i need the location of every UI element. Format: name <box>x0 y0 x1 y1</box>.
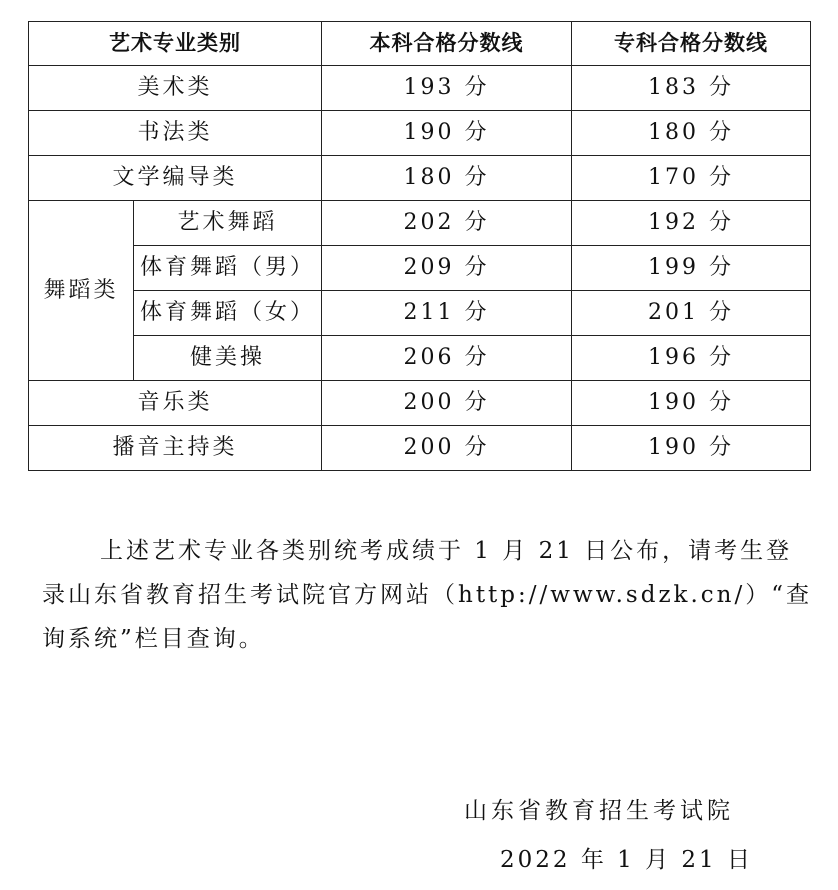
table-row <box>29 111 811 156</box>
subcategory-cell: 健美操 <box>134 336 322 381</box>
college-score-cell: 192 分 <box>572 201 811 246</box>
table-row <box>29 381 811 426</box>
undergrad-score-cell: 206 分 <box>322 336 572 381</box>
category-cell: 音乐类 <box>29 381 322 426</box>
category-cell: 书法类 <box>29 111 322 156</box>
undergrad-score-cell: 211 分 <box>322 291 572 336</box>
undergrad-score-cell: 200 分 <box>322 426 572 471</box>
category-cell: 播音主持类 <box>29 426 322 471</box>
subcategory-cell: 艺术舞蹈 <box>134 201 322 246</box>
header-undergrad-score: 本科合格分数线 <box>322 22 572 66</box>
table-row <box>29 66 811 111</box>
category-cell: 文学编导类 <box>29 156 322 201</box>
signature-date: 2022 年 1 月 21 日 <box>500 847 753 873</box>
score-table <box>28 21 811 471</box>
undergrad-score-cell: 209 分 <box>322 246 572 291</box>
undergrad-score-cell: 180 分 <box>322 156 572 201</box>
table-row <box>29 336 811 381</box>
undergrad-score-cell: 200 分 <box>322 381 572 426</box>
table-header-row <box>29 22 811 66</box>
undergrad-score-cell: 193 分 <box>322 66 572 111</box>
table-row <box>29 156 811 201</box>
subcategory-cell: 体育舞蹈（男） <box>134 246 322 291</box>
notice-paragraph: 上述艺术专业各类别统考成绩于 1 月 21 日公布，请考生登录山东省教育招生考试院官方网站（http://www.sdzk.cn/）“查询系统”栏目查询。 <box>42 538 813 652</box>
table-row <box>29 201 811 246</box>
college-score-cell: 180 分 <box>572 111 811 156</box>
subcategory-cell: 体育舞蹈（女） <box>134 291 322 336</box>
header-college-score: 专科合格分数线 <box>572 22 811 66</box>
header-category: 艺术专业类别 <box>29 22 322 66</box>
college-score-cell: 190 分 <box>572 381 811 426</box>
undergrad-score-cell: 190 分 <box>322 111 572 156</box>
college-score-cell: 199 分 <box>572 246 811 291</box>
table-row <box>29 426 811 471</box>
college-score-cell: 196 分 <box>572 336 811 381</box>
college-score-cell: 170 分 <box>572 156 811 201</box>
table-row <box>29 291 811 336</box>
category-cell: 美术类 <box>29 66 322 111</box>
dance-group-cell: 舞蹈类 <box>29 201 134 381</box>
college-score-cell: 183 分 <box>572 66 811 111</box>
college-score-cell: 190 分 <box>572 426 811 471</box>
table-row <box>29 246 811 291</box>
signature-organization: 山东省教育招生考试院 <box>464 798 734 824</box>
college-score-cell: 201 分 <box>572 291 811 336</box>
undergrad-score-cell: 202 分 <box>322 201 572 246</box>
